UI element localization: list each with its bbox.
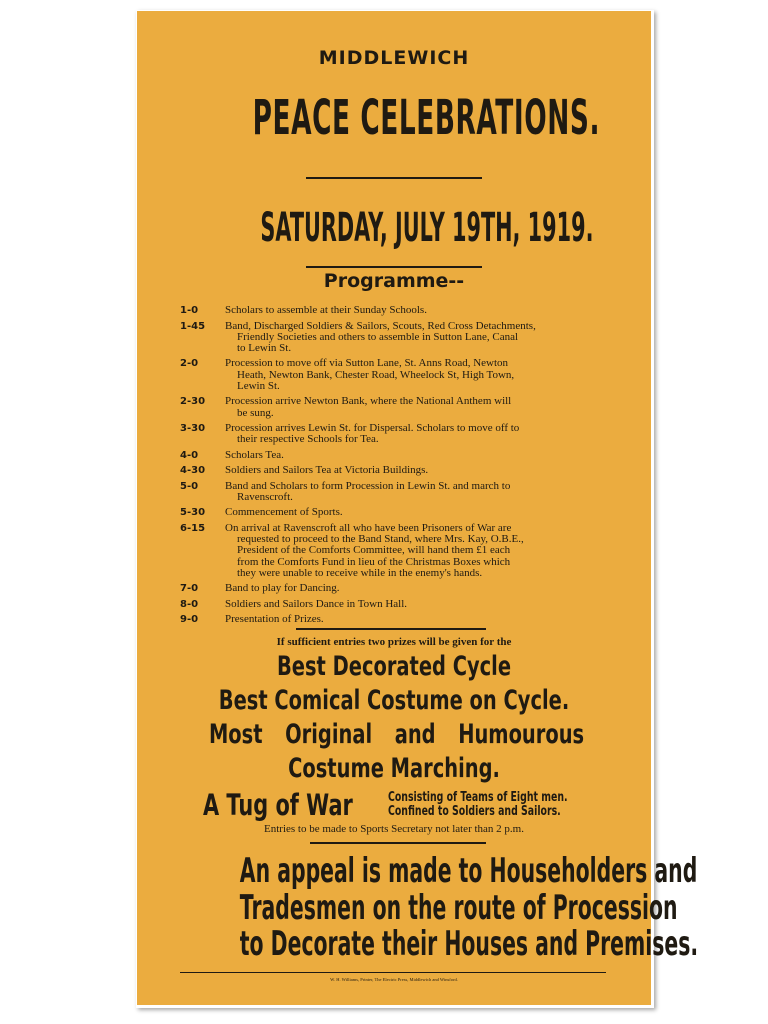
- programme-line: Commencement of Sports.: [225, 506, 343, 519]
- programme-item: [180, 358, 618, 392]
- poster-title: PEACE CELEBRATIONS.: [252, 90, 601, 146]
- prize-1: Best Decorated Cycle: [276, 651, 511, 682]
- programme-item: [180, 305, 618, 316]
- programme-time: 4-30: [180, 465, 206, 477]
- programme-item: [180, 523, 618, 579]
- programme-description: [225, 396, 618, 418]
- programme-line: Heath, Newton Bank, Chester Road, Wheelock St, High Town,: [237, 368, 515, 381]
- programme-line: their respective Schools for Tea.: [237, 433, 379, 446]
- appeal-line-2: Tradesmen on the route of Procession: [239, 888, 678, 928]
- programme-item: [180, 583, 618, 594]
- programme-time: 1-45: [180, 320, 206, 332]
- programme-time: 8-0: [180, 598, 199, 610]
- programme-time: 2-0: [180, 358, 199, 370]
- programme-line: Band and Scholars to form Procession in Lewin St. and march to: [225, 479, 511, 492]
- programme-line: President of the Comforts Committee, will hand them £1 each: [237, 544, 511, 557]
- programme-description: [225, 507, 618, 518]
- programme-item: [180, 599, 618, 610]
- programme-line: to Lewin St.: [237, 341, 292, 354]
- prize-2: Best Comical Costume on Cycle.: [218, 685, 570, 716]
- programme-description: [225, 358, 618, 392]
- programme-line: Band, Discharged Soldiers & Sailors, Scouts, Red Cross Detachments,: [225, 319, 536, 332]
- programme-item: [180, 423, 618, 445]
- entries-note: Entries to be made to Sports Secretary not later than 2 p.m.: [264, 823, 524, 835]
- programme-time: 6-15: [180, 522, 206, 534]
- programme-description: [225, 599, 618, 610]
- programme-description: [225, 614, 618, 625]
- programme-line: Soldiers and Sailors Tea at Victoria Buildings.: [225, 464, 429, 477]
- poster: [137, 11, 699, 1005]
- programme-list: [180, 305, 618, 630]
- programme-description: [225, 305, 618, 316]
- programme-line: On arrival at Ravenscroft all who have been Prisoners of War are: [225, 521, 512, 534]
- programme-item: [180, 396, 618, 418]
- programme-time: 3-30: [180, 423, 206, 435]
- programme-line: Band to play for Dancing.: [225, 582, 340, 595]
- programme-heading: Programme--: [323, 270, 465, 292]
- programme-item: [180, 465, 618, 476]
- programme-time: 1-0: [180, 305, 199, 316]
- divider: [306, 177, 482, 179]
- programme-item: [180, 450, 618, 461]
- programme-line: requested to proceed to the Band Stand, where Mrs. Kay, O.B.E.,: [237, 533, 524, 546]
- tug-note-1: Consisting of Teams of Eight men.: [388, 790, 568, 805]
- printer-imprint: W. H. Williams, Printer, The Electric Press, Middlewich and Winsford.: [330, 977, 458, 982]
- programme-item: [180, 321, 618, 355]
- programme-description: [225, 583, 618, 594]
- programme-time: 5-0: [180, 480, 199, 492]
- divider: [296, 628, 486, 630]
- programme-time: 7-0: [180, 583, 199, 595]
- programme-line: from the Comforts Fund in lieu of the Christmas Boxes which: [237, 555, 511, 568]
- programme-time: 5-30: [180, 507, 206, 519]
- programme-time: 9-0: [180, 614, 199, 626]
- tug-of-war-title: A Tug of War: [203, 788, 353, 822]
- programme-description: [225, 450, 618, 461]
- divider: [180, 972, 606, 973]
- prize-intro: If sufficient entries two prizes will be given for the: [276, 636, 512, 648]
- programme-line: Scholars to assemble at their Sunday Schools.: [225, 304, 427, 316]
- programme-description: [225, 481, 618, 503]
- programme-line: Procession to move off via Sutton Lane, St. Anns Road, Newton: [225, 357, 509, 370]
- prize-3: Most Original and Humourous: [208, 719, 585, 750]
- programme-line: Soldiers and Sailors Dance in Town Hall.: [225, 597, 408, 610]
- programme-line: they were unable to receive while in the enemy's hands.: [237, 566, 483, 579]
- appeal-line-1: An appeal is made to Householders and: [239, 851, 698, 891]
- programme-description: [225, 523, 618, 579]
- programme-line: Presentation of Prizes.: [225, 613, 324, 626]
- programme-line: Lewin St.: [237, 379, 280, 392]
- programme-item: [180, 481, 618, 503]
- programme-time: 4-0: [180, 449, 199, 461]
- programme-line: be sung.: [237, 406, 274, 419]
- programme-description: [225, 423, 618, 445]
- programme-line: Procession arrives Lewin St. for Dispersal. Scholars to move off to: [225, 422, 520, 435]
- programme-description: [225, 465, 618, 476]
- programme-time: 2-30: [180, 396, 206, 408]
- tug-note-2: Confined to Soldiers and Sailors.: [388, 804, 561, 819]
- town-name: MIDDLEWICH: [318, 47, 470, 69]
- programme-description: [225, 321, 618, 355]
- programme-item: [180, 614, 618, 625]
- programme-line: Friendly Societies and others to assemble in Sutton Lane, Canal: [237, 330, 519, 343]
- divider: [306, 266, 482, 268]
- programme-line: Procession arrive Newton Bank, where the National Anthem will: [225, 395, 512, 408]
- tug-of-war-notes: [388, 791, 568, 819]
- event-date: SATURDAY, JULY 19TH, 1919.: [260, 205, 594, 251]
- prize-4: Costume Marching.: [288, 753, 500, 784]
- programme-line: Ravenscroft.: [237, 490, 293, 503]
- appeal-line-3: to Decorate their Houses and Premises.: [239, 924, 699, 964]
- programme-item: [180, 507, 618, 518]
- programme-line: Scholars Tea.: [225, 448, 284, 461]
- divider: [310, 842, 486, 844]
